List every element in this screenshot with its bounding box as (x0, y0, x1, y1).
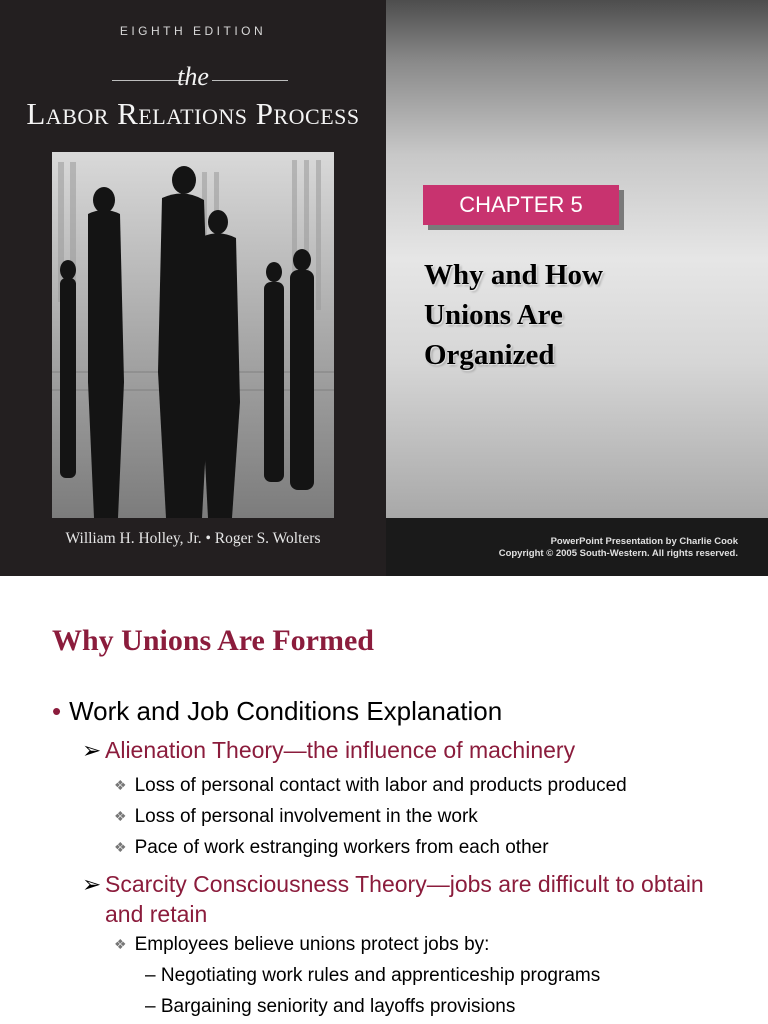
arrow-bullet-icon: ➢ (82, 871, 102, 897)
credit-copyright: Copyright © 2005 South-Western. All rights reserved. (498, 548, 738, 559)
list-item: ❖ Employees believe unions protect jobs by: (114, 934, 490, 955)
arrow-bullet-icon: ➢ (82, 737, 102, 763)
list-subitem: – Negotiating work rules and apprenticeship programs (145, 965, 601, 986)
main-bullet-text: Work and Job Conditions Explanation (69, 696, 503, 726)
book-title-article: the (177, 62, 209, 91)
chapter-title-line: Unions Are (424, 299, 563, 331)
chapter-title (424, 255, 754, 375)
list-item: ❖ Pace of work estranging workers from each other (114, 837, 549, 858)
subheading-text: Alienation Theory—the influence of machinery (105, 737, 576, 763)
edition-label: EIGHTH EDITION (119, 24, 267, 38)
book-title: Labor Relations Process (26, 96, 360, 131)
cover-photo-silhouettes (52, 152, 334, 518)
list-subitem: – Bargaining seniority and layoffs provisions (145, 996, 516, 1017)
diamond-bullet-icon: ❖ (114, 808, 127, 824)
main-bullet (52, 696, 502, 727)
subheading-scarcity (82, 869, 722, 929)
book-authors: William H. Holley, Jr. • Roger S. Wolters (65, 530, 321, 547)
diamond-bullet-icon: ❖ (114, 839, 127, 855)
bullet-dot-icon: • (52, 696, 62, 726)
diamond-bullet-icon: ❖ (114, 777, 127, 793)
subheading-alienation (82, 737, 722, 764)
list-item: ❖ Loss of personal involvement in the work (114, 806, 478, 827)
credit-presenter: PowerPoint Presentation by Charlie Cook (550, 536, 738, 547)
content-slide (0, 576, 768, 1024)
book-cover (0, 0, 386, 576)
chapter-label: CHAPTER 5 (423, 185, 619, 225)
diamond-bullet-icon: ❖ (114, 936, 127, 952)
chapter-title-line: Why and How (424, 259, 603, 291)
slide-title: Why Unions Are Formed (52, 624, 374, 657)
subheading-text: Scarcity Consciousness Theory—jobs are difficult to obtain and retain (105, 871, 704, 927)
dash-bullet-icon: – (145, 965, 161, 986)
dash-bullet-icon: – (145, 996, 161, 1017)
credit-bar (386, 518, 768, 576)
chapter-title-line: Organized (424, 339, 555, 371)
list-item: ❖ Loss of personal contact with labor and products produced (114, 775, 627, 796)
